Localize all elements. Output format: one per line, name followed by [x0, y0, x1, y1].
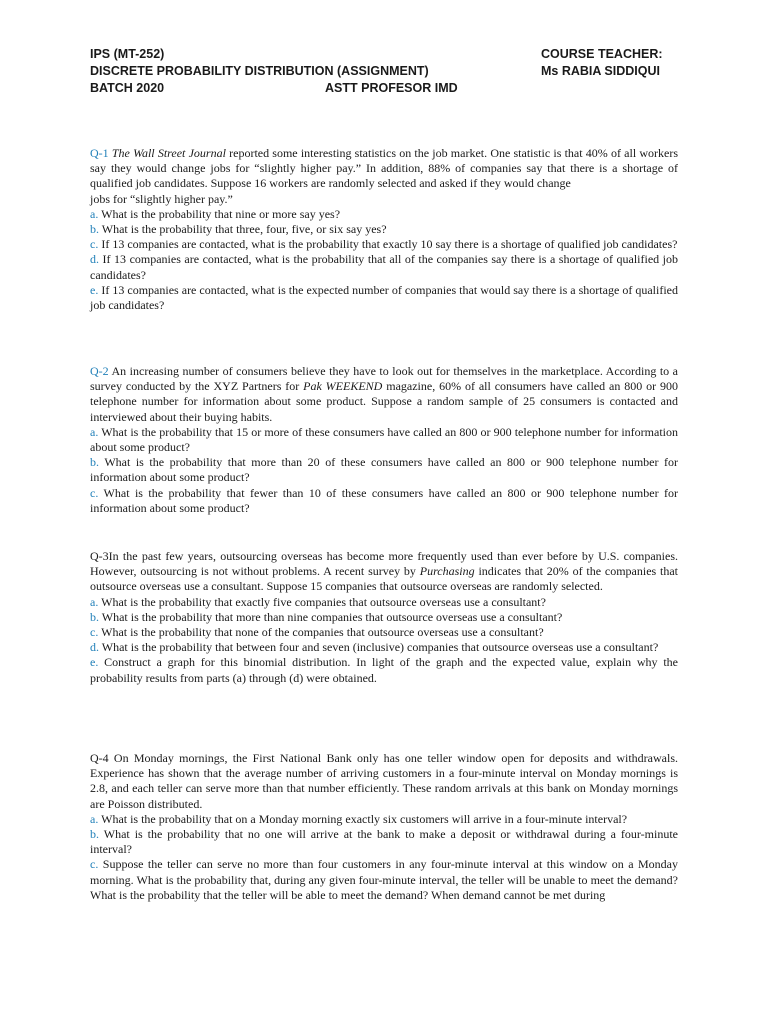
part-text: What is the probability that 15 or more of these consumers have called an 800 or 900 telephone number for information about some product? [90, 424, 678, 455]
teacher-name: Ms RABIA SIDDIQUI [541, 64, 660, 78]
part-label: e. [90, 655, 99, 670]
part-label: d. [90, 640, 99, 655]
part-text: What is the probability that more than 20 of these consumers have called an 800 or 900 telephone number for information about some product? [90, 455, 678, 485]
part-c [90, 237, 678, 252]
part-label: a. [90, 424, 99, 439]
part-text: Construct a graph for this binomial distribution. In light of the graph and the expected value, explain why the probability results from parts (a) through (d) were obtained. [90, 655, 678, 685]
part-c [90, 486, 678, 516]
question-text: In the past few years, outsourcing overseas has become more frequently used than ever before by U.S. companies. However, outsourcing is not without problems. A recent survey by [90, 549, 678, 579]
teacher-label: COURSE TEACHER: [541, 47, 663, 61]
question-1 [90, 146, 678, 313]
question-1-intro-cont: jobs for “slightly higher pay.” [90, 191, 233, 206]
part-text: What is the probability that more than nine companies that outsource overseas use a consultant? [99, 609, 563, 624]
question-2 [90, 364, 678, 516]
part-label: c. [90, 237, 99, 252]
part-label: c. [90, 625, 99, 640]
part-text: What is the probability that none of the companies that outsource overseas use a consultant? [98, 625, 544, 640]
part-text: If 13 companies are contacted, what is the probability that exactly 10 say there is a shortage of qualified job candidates? [98, 237, 678, 252]
part-label: b. [90, 222, 99, 237]
question-label: Q-1 [90, 146, 109, 160]
question-text-cont: indicates that 20% of the companies that outsource overseas use a consultant. Suppose 15 companies that outsource overseas are randomly selected. [90, 564, 679, 594]
assignment-title: DISCRETE PROBABILITY DISTRIBUTION (ASSIGNMENT) [90, 64, 429, 78]
part-b [90, 827, 678, 857]
journal-name: The Wall Street Journal [111, 146, 226, 160]
teacher-title: ASTT PROFESOR IMD [325, 81, 458, 95]
magazine-name: Pak WEEKEND [303, 379, 383, 394]
part-label: d. [90, 252, 99, 267]
part-text: What is the probability that nine or more say yes? [98, 206, 341, 221]
question-label: Q-3 [90, 549, 109, 563]
part-b [90, 455, 678, 485]
question-4-intro [90, 751, 678, 812]
part-d [90, 252, 678, 282]
batch-label: BATCH 2020 [90, 81, 165, 95]
part-text: What is the probability that no one will arrive at the bank to make a deposit or withdrawal during a four-minute interval? [90, 827, 678, 857]
part-c [90, 857, 678, 903]
source-name: Purchasing [419, 564, 475, 579]
question-3-intro [90, 549, 678, 595]
part-c [90, 625, 678, 640]
part-text: What is the probability that on a Monday morning exactly six customers will arrive in a four-minute interval? [98, 811, 628, 826]
part-e [90, 283, 678, 313]
part-label: a. [90, 594, 99, 609]
part-text: What is the probability that fewer than 10 of these consumers have called an 800 or 900 telephone number for information about some product? [90, 485, 678, 515]
part-label: c. [90, 485, 99, 500]
part-a [90, 207, 678, 222]
part-label: e. [90, 282, 99, 297]
question-label: Q-2 [90, 364, 109, 378]
question-label: Q-4 [90, 751, 109, 765]
part-label: b. [90, 827, 99, 842]
question-2-intro [90, 364, 678, 425]
part-label: a. [90, 811, 99, 826]
part-label: b. [90, 455, 99, 470]
part-a [90, 425, 678, 455]
part-d [90, 640, 678, 655]
part-label: c. [90, 857, 99, 872]
part-a [90, 595, 678, 610]
part-text: If 13 companies are contacted, what is the expected number of companies that would say there is a shortage of qualified job candidates? [90, 282, 678, 313]
part-a [90, 812, 678, 827]
part-label: b. [90, 609, 99, 624]
part-text: What is the probability that exactly five companies that outsource overseas use a consultant? [98, 594, 546, 609]
question-1-intro [90, 146, 678, 192]
question-text: An increasing number of consumers believe they have to look out for themselves in the marketplace. According to a survey conducted by the XYZ Partners for [90, 364, 678, 394]
part-text: Suppose the teller can serve no more than four customers in any four-minute interval at this window on a Monday morning. What is the probability that, during any given four-minute interval, the teller will be unable to meet the demand? What is the probability that the teller will be able to meet the demand? When demand cannot be met during [90, 857, 678, 902]
question-4 [90, 751, 678, 903]
part-text: If 13 companies are contacted, what is the probability that all of the companies say there is a shortage of qualified job candidates? [90, 252, 678, 282]
question-text: On Monday mornings, the First National Bank only has one teller window open for deposits and withdrawals. Experience has shown that the average number of arriving customers in a four-minute interval on Monday mornings is 2.8, and each teller can serve more than that number efficiently. These random arrivals at this bank on Monday mornings are Poisson distributed. [90, 751, 678, 811]
part-b [90, 222, 678, 237]
question-3 [90, 549, 678, 686]
question-text: reported some interesting statistics on the job market. One statistic is that 40% of all workers say they would change jobs for “slightly higher pay.” In addition, 88% of companies say that there is a shortage of qualified job candidates. Suppose 16 workers are randomly selected and asked if they would change [90, 146, 679, 191]
question-text-cont: magazine, 60% of all consumers have called an 800 or 900 telephone number for information about some product. Suppose a random sample of 25 consumers is contacted and interviewed about their buying habits. [90, 379, 678, 424]
part-b [90, 610, 678, 625]
course-code: IPS (MT-252) [90, 47, 165, 61]
part-text: What is the probability that between four and seven (inclusive) companies that outsource overseas use a consultant? [99, 640, 659, 655]
part-e [90, 655, 678, 685]
part-text: What is the probability that three, four, five, or six say yes? [99, 222, 387, 237]
part-label: a. [90, 206, 99, 221]
